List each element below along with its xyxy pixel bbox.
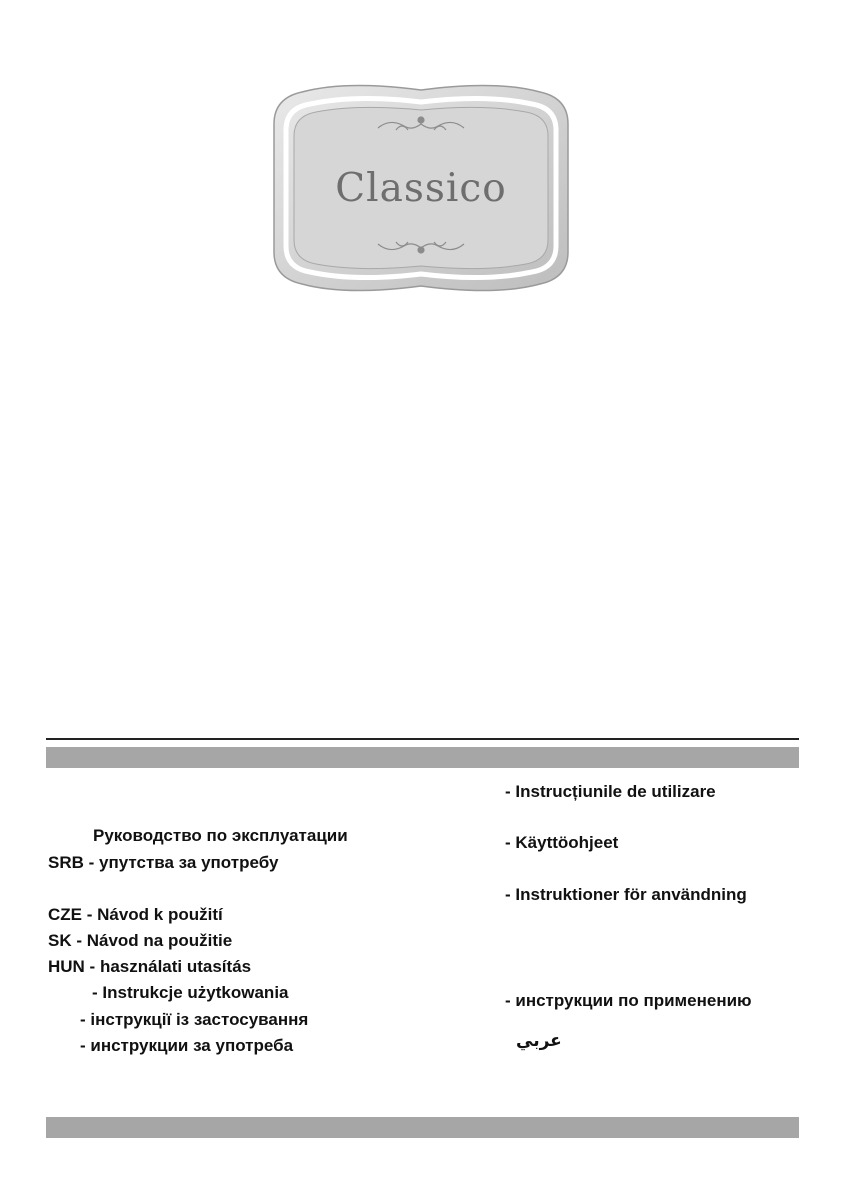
divider-line xyxy=(46,738,799,740)
lang-bulgarian: - инструкции за употреба xyxy=(80,1036,294,1055)
lang-slovak: SK - Návod na použitie xyxy=(48,931,233,950)
lang-finnish: - Käyttöohjeet xyxy=(505,833,619,852)
lang-kazakh-russian: - инструкции по применению xyxy=(505,991,752,1010)
lang-romanian: - Instrucțiunile de utilizare xyxy=(505,782,716,801)
classico-logo xyxy=(266,84,576,292)
top-gray-band xyxy=(46,747,799,768)
bottom-gray-band xyxy=(46,1117,799,1138)
lang-swedish: - Instruktioner för användning xyxy=(505,885,747,904)
lang-serbian: SRB - упутства за употребу xyxy=(48,853,279,872)
lang-russian: Руководство по эксплуатации xyxy=(93,826,348,845)
lang-czech: CZE - Návod k použití xyxy=(48,905,223,924)
lang-ukrainian: - інструкції із застосування xyxy=(80,1010,309,1029)
logo-title: Classico xyxy=(335,165,507,211)
lang-arabic: عربي xyxy=(516,1031,562,1051)
lang-hungarian: HUN - használati utasítás xyxy=(48,957,252,976)
lang-polish: - Instrukcje użytkowania xyxy=(92,983,289,1002)
